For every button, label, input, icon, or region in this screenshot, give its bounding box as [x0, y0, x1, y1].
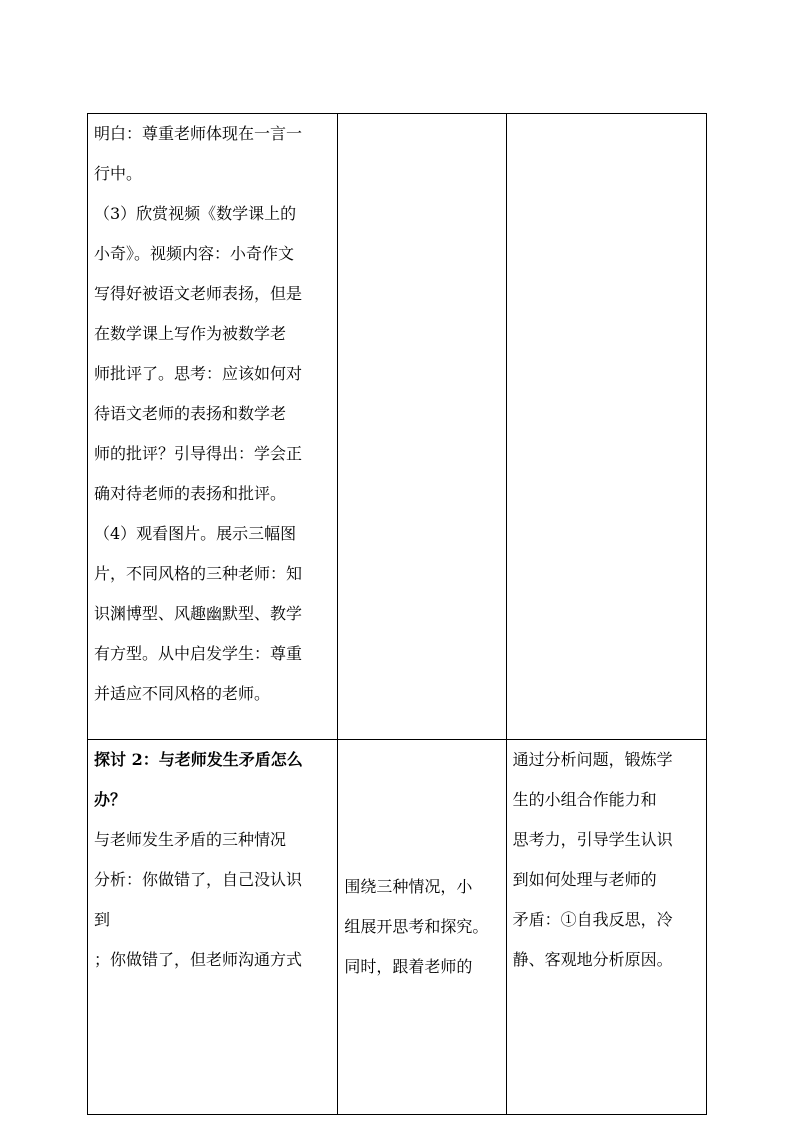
activity-text: 与老师发生矛盾的三种情况 分析：你做错了，自己没认识 到 ；你做错了，但老师沟通方式: [94, 830, 303, 969]
table-row: [88, 114, 707, 740]
table-cell-design-intent: [506, 740, 706, 1115]
student-activity-text: 围绕三种情况，小 组展开思考和探究。 同时，跟着老师的: [344, 877, 489, 976]
table-cell-student-activity: [338, 740, 506, 1115]
table-cell-activity: [88, 740, 338, 1115]
table-row: [88, 740, 707, 1115]
table-cell-design-intent: [506, 114, 706, 740]
activity-text: 明白：尊重老师体现在一言一 行中。 （3）欣赏视频《数学课上的 小奇》。视频内容：小奇作文 写得好被语文老师表扬，但是 在数学课上写作为被数学老 师批评了。思考：应该如何对 待语文老师的表扬和数学老 师的批评？引导得出：学会正 确对待老师的表扬和批评。 （4）观看图片。展示三幅图 片，不同风格的三种老师：知 识渊博型、风趣幽默型、教学 有方型。从中启发学生：尊重 并适应不同风格的老师。: [94, 124, 303, 703]
table-cell-student-activity: [338, 114, 506, 740]
table-cell-activity: [88, 114, 338, 740]
lesson-plan-table: [87, 113, 707, 1115]
design-intent-text: 通过分析问题，锻炼学 生的小组合作能力和 思考力，引导学生认识 到如何处理与老师的 矛盾：①自我反思，冷 静、客观地分析原因。: [512, 750, 673, 969]
discussion-heading: 探讨 2：与老师发生矛盾怎么 办？: [94, 750, 303, 809]
